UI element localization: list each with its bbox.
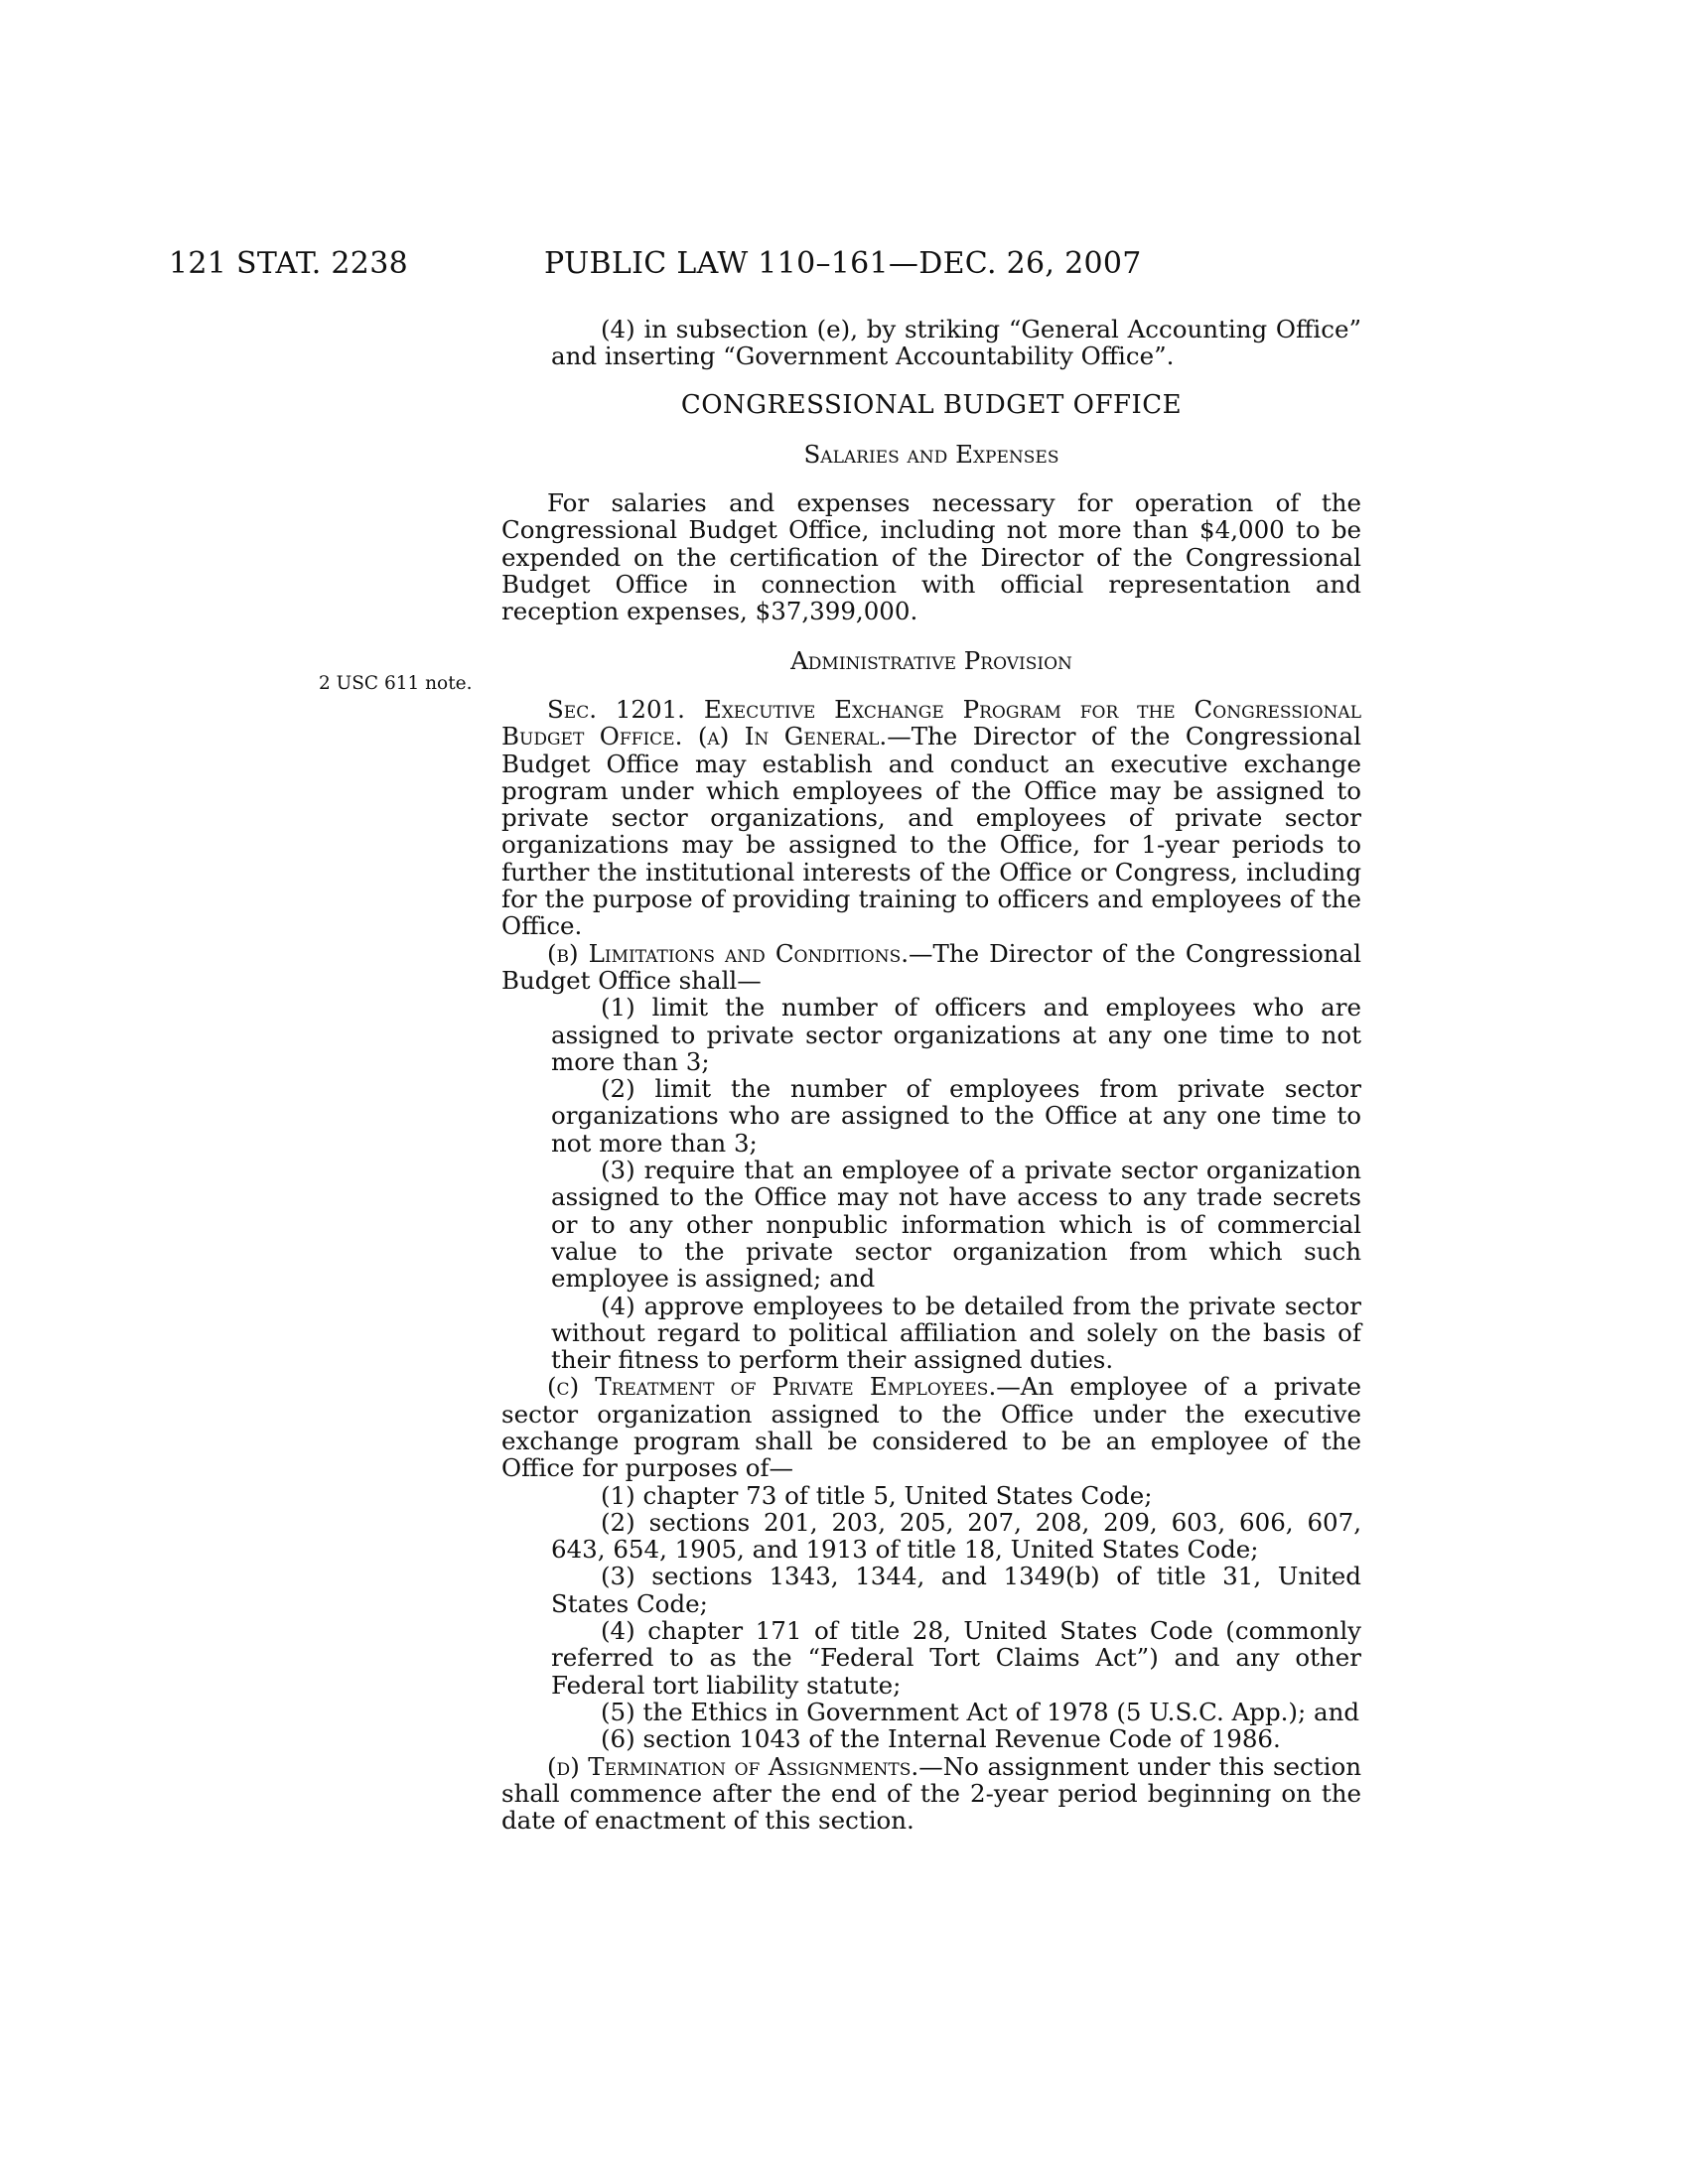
subsection-b-item-3: (3) require that an employee of a private sector organization assigned to the Office may not have access to any trade secrets or to any other nonpublic information which is of commercial value to the private sector organization from which such employee is assigned; and [551, 1156, 1361, 1294]
subsection-c-item-5: (5) the Ethics in Government Act of 1978 (5 U.S.C. App.); and [601, 1697, 1360, 1726]
subsection-c-item-2: (2) sections 201, 203, 205, 207, 208, 209, 603, 606, 607, 643, 654, 1905, and 1913 of title 18, United States Code; [551, 1507, 1361, 1565]
subsection-a-label: (a) In General. [697, 722, 888, 751]
subsection-d-paragraph [501, 1753, 1361, 1835]
margin-note-usc: 2 USC 611 note. [319, 673, 473, 694]
heading-administrative-provision: Administrative Provision [790, 645, 1072, 675]
section-1201-paragraph [501, 696, 1361, 940]
subsection-c-label: (c) Treatment of Private Employees. [547, 1372, 997, 1402]
heading-cbo: CONGRESSIONAL BUDGET OFFICE [680, 389, 1183, 420]
subsection-c-paragraph [501, 1373, 1361, 1481]
heading-salaries-expenses: Salaries and Expenses [803, 439, 1059, 469]
subsection-c-item-3: (3) sections 1343, 1344, and 1349(b) of title 31, United States Code; [551, 1562, 1361, 1618]
subsection-b-label: (b) Limitations and Conditions. [547, 938, 910, 968]
item-gao-amendment: (4) in subsection (e), by striking “General Accounting Office” and inserting “Government Accountability Office”. [551, 315, 1361, 371]
subsection-b-item-2: (2) limit the number of employees from private sector organizations who are assigned to the Office at any one time to not more than 3; [551, 1074, 1361, 1158]
subsection-c-item-4: (4) chapter 171 of title 28, United States Code (commonly referred to as the “Federal Tort Claims Act”) and any other Federal tort liability statute; [551, 1616, 1361, 1700]
subsection-b-paragraph [501, 940, 1361, 995]
subsection-d-text: —No assignment under this section shall commence after the end of the 2-year period beginning on the date of enactment of this section. [501, 1751, 1361, 1836]
section-title: Sec. 1201. Executive Exchange Program for the Congressional Budget Office. [501, 694, 1361, 751]
page-law-reference: PUBLIC LAW 110–161—DEC. 26, 2007 [544, 246, 1142, 281]
subsection-b-item-4: (4) approve employees to be detailed from the private sector without regard to political affiliation and solely on the basis of their fitness to perform their assigned duties. [551, 1291, 1361, 1375]
subsection-a-text: —The Director of the Congressional Budget Office may establish and conduct an executive exchange program under which employees of the Office may be assigned to private sector organizations, and employees of private sector organizations may be assigned to the Office, for 1-year periods to further the institutional interests of the Office or Congress, including for the purpose of providing training to officers and employees of the Office. [501, 722, 1361, 941]
subsection-c-text: —An employee of a private sector organization assigned to the Office under the executive exchange program shall be considered to be an employee of the Office for purposes of— [501, 1372, 1361, 1483]
page-body [501, 316, 1361, 1834]
subsection-d-label: (d) Termination of Assignments. [547, 1751, 919, 1781]
subsection-c-item-6: (6) section 1043 of the Internal Revenue Code of 1986. [601, 1724, 1281, 1754]
salaries-paragraph: For salaries and expenses necessary for operation of the Congressional Budget Office, including not more than $4,000 to be expended on the certification of the Director of the Congressional Budget Office in connection with official representation and reception expenses, $37,399,000. [501, 488, 1361, 626]
subsection-b-item-1: (1) limit the number of officers and employees who are assigned to private sector organizations at any one time to not more than 3; [551, 993, 1361, 1076]
subsection-b-text: —The Director of the Congressional Budget Office shall— [501, 938, 1361, 995]
subsection-c-item-1: (1) chapter 73 of title 5, United States Code; [601, 1480, 1153, 1510]
page-stat-reference: 121 STAT. 2238 [169, 246, 408, 281]
